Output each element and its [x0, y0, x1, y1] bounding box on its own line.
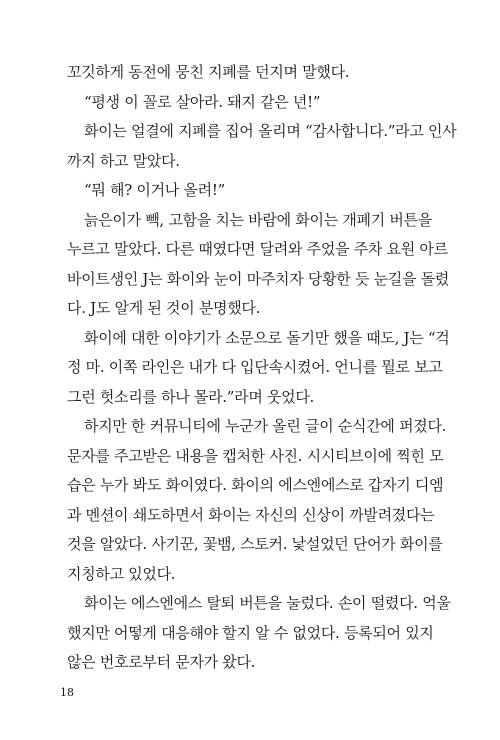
text-line: 않은 번호로부터 문자가 왔다. — [67, 653, 256, 671]
body-text — [67, 58, 457, 678]
text-line: 하지만 한 커뮤니티에 누군가 올린 글이 순식간에 퍼졌다. — [84, 417, 447, 435]
text-line: 누르고 말았다. 다른 때였다면 달려와 주었을 주차 요원 아르 — [67, 240, 448, 258]
text-line: 습은 누가 봐도 화이였다. 화이의 에스엔에스로 갑자기 디엠 — [67, 476, 444, 494]
text-line: “평생 이 꼴로 살아라. 돼지 같은 년!” — [84, 92, 321, 111]
text-line: 그런 헛소리를 하나 몰라.”라며 웃었다. — [67, 387, 315, 406]
text-line: 까지 하고 말았다. — [67, 151, 180, 170]
text-line: “뭐 해? 이거나 올려!” — [84, 181, 225, 199]
text-line: 화이는 에스엔에스 탈퇴 버튼을 눌렀다. 손이 떨렸다. 억울 — [84, 594, 451, 612]
text-line: 문자를 주고받은 내용을 캡처한 사진. 시시티브이에 찍힌 모 — [67, 446, 444, 465]
text-line: 바이트생인 J는 화이와 눈이 마주치자 당황한 듯 눈길을 돌렸 — [67, 269, 450, 288]
text-line: 화이는 얼결에 지폐를 집어 올리며 “감사합니다.”라고 인사 — [84, 122, 457, 140]
text-line: 늙은이가 빽, 고함을 치는 바람에 화이는 개폐기 버튼을 — [84, 210, 432, 229]
text-line: 지칭하고 있었다. — [67, 564, 176, 583]
text-line: 것을 알았다. 사기꾼, 꽃뱀, 스토커. 낯설었던 단어가 화이를 — [67, 535, 443, 553]
text-line: 꼬깃하게 동전에 뭉친 지폐를 던지며 말했다. — [67, 63, 350, 81]
text-line: 화이에 대한 이야기가 소문으로 돌기만 했을 때도, J는 “걱 — [84, 328, 450, 347]
text-line: 과 멘션이 쇄도하면서 화이는 자신의 신상이 까발려졌다는 — [67, 505, 435, 524]
text-line: 정 마. 이쪽 라인은 내가 다 입단속시켰어. 언니를 뭘로 보고 — [67, 358, 443, 376]
text-line: 다. J도 알게 된 것이 분명했다. — [67, 299, 261, 317]
page-number: 18 — [60, 686, 74, 699]
text-line: 했지만 어떻게 대응해야 할지 알 수 없었다. 등록되어 있지 — [67, 623, 434, 642]
